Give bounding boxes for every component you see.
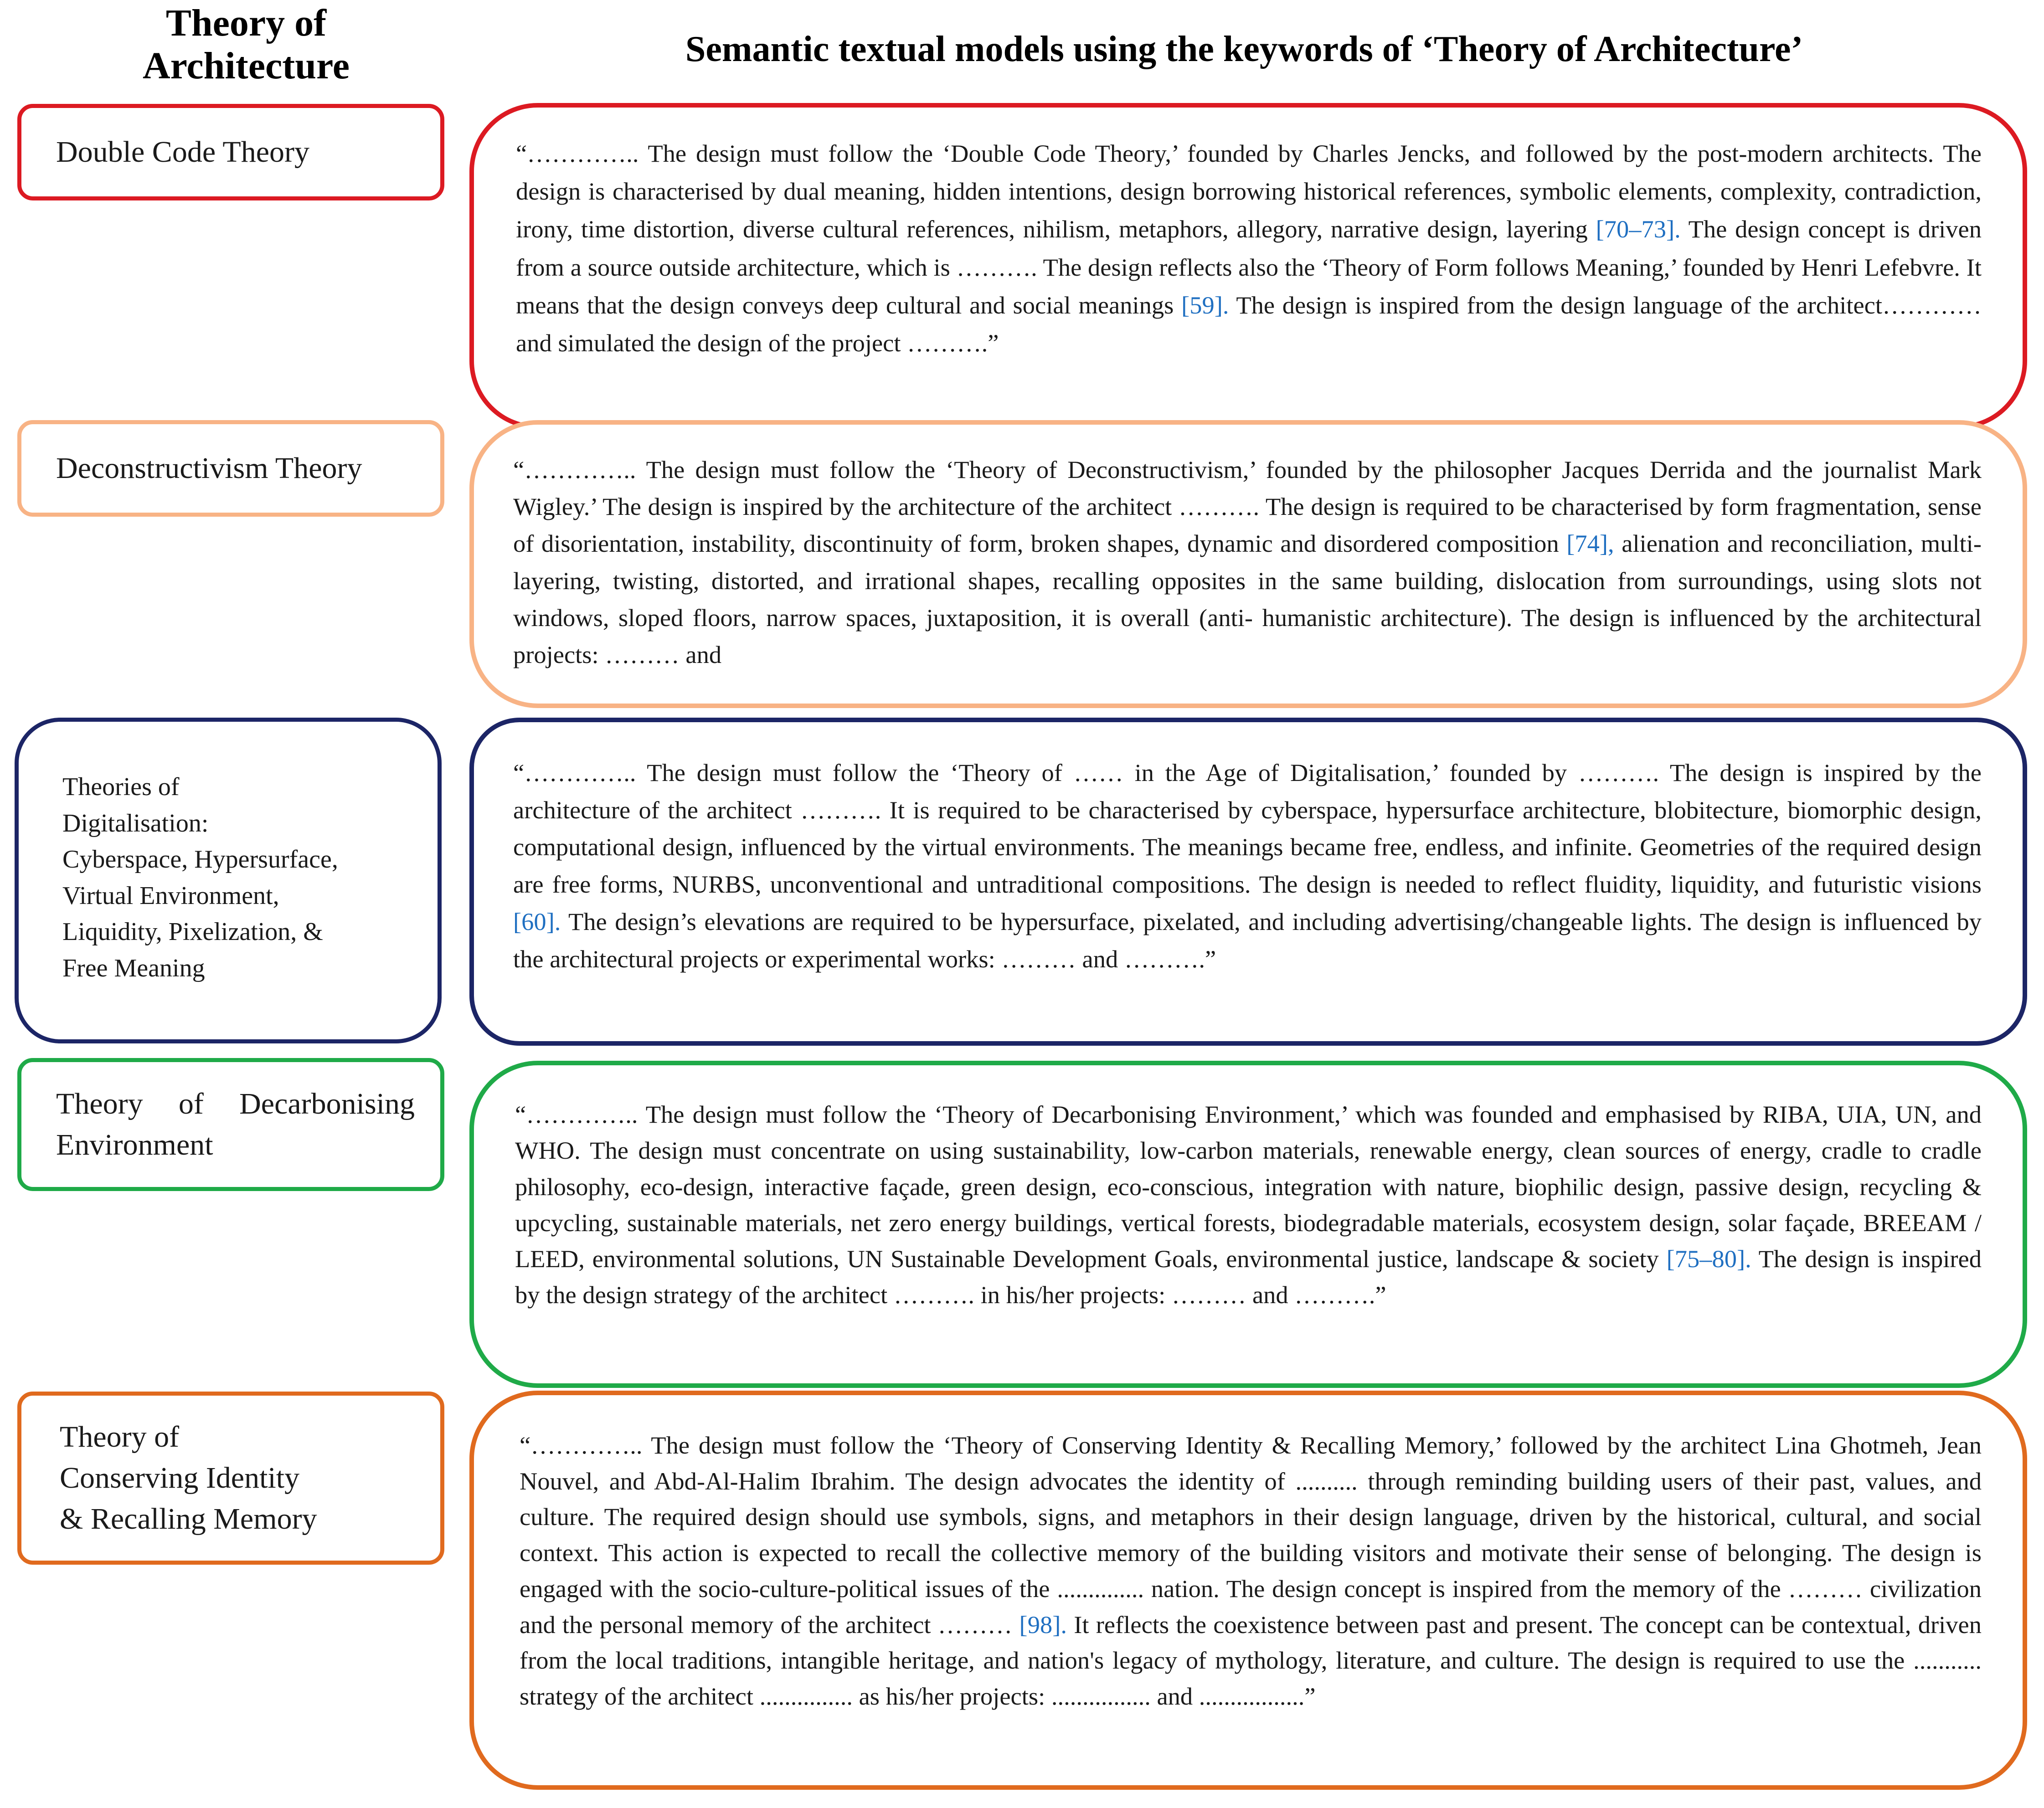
paragraph-text: “………….. The design must follow the ‘Theory of Deconstructivism,’ founded by the philosopher Jacques Derrida and the journalist Mark Wigley.’ The design is inspired by the architecture of the architect ………. The design is required to be characterised by form fragmentation, sense of disorientation, instability, discontinuity of form, broken shapes, dynamic and disordered composition (513, 456, 1982, 558)
paragraph-text: The design’s elevations are required to be hypersurface, pixelated, and including advertising/changeable lights. The design is influenced by the architectural projects or experimental works: ……… and ……….” (513, 907, 1982, 973)
theory-box-conserving-identity (17, 1392, 444, 1565)
theory-box-digitalisation (15, 718, 442, 1043)
theory-label-line: Conserving Identity (60, 1461, 300, 1495)
paragraph-text: The design is inspired from the design language of the architect………… and simulated the design of the project ……….” (516, 291, 1982, 357)
theory-label-line: Digitalisation: (62, 809, 209, 837)
paragraph-text: “………….. The design must follow the ‘Theory of …… in the Age of Digitalisation,’ founded by ………. The design is inspired by the architecture of the architect ………. It is required to be characterised by cyberspace, hypersurface architecture, blobitecture, biomorphic design, computational design, influenced by the virtual environments. The meanings became free, endless, and infinite. Geometries of the required design are free forms, NURBS, unconventional and untraditional compositions. The design is needed to reflect fluidity, liquidity, and futuristic visions (513, 759, 1982, 899)
citation: [74], (1566, 529, 1614, 558)
paragraph-text: “………….. The design must follow the ‘Theory of Conserving Identity & Recalling Memory,’ followed by the architect Lina Ghotmeh, Jean Nouvel, and Abd-Al-Halim Ibrahim. The design advocates the identity of .......... through reminding building users of their past, values, and culture. The required design should use symbols, signs, and metaphors in their design language, driven by the historical, cultural, and social context. This action is expected to recall the collective memory of the building visitors and motivate their sense of belonging. The design is engaged with the socio-culture-political issues of the .............. nation. The design concept is inspired from the memory of the ……… civilization and the personal memory of the architect ……… (520, 1431, 1982, 1638)
theory-label-conserving-identity (60, 1417, 422, 1539)
paragraph-text: “………….. The design must follow the ‘Theory of Decarbonising Environment,’ which was founded and emphasised by RIBA, UIA, UN, and WHO. The design must concentrate on using sustainability, low-carbon materials, renewable energy, clean sources of energy, cradle to cradle philosophy, eco-design, interactive façade, green design, eco-conscious, integration with nature, biophilic design, passive design, recycling & upcycling, sustainable materials, net zero energy buildings, vertical forests, biodegradable materials, ecosystem design, solar façade, BREEAM / LEED, environmental solutions, UN Sustainable Development Goals, environmental justice, landscape & society (515, 1100, 1982, 1273)
paragraph-deconstructivism (513, 451, 1982, 673)
paragraph-text: The design concept is driven from a source outside architecture, which is ………. The design reflects also the ‘Theory of Form follows Meaning,’ founded by Henri Lefebvre. It means that the design conveys deep cultural and social meanings (516, 215, 1982, 319)
right-column-header: Semantic textual models using the keywords of ‘Theory of Architecture’ (685, 29, 1803, 69)
paragraph-text: “………….. The design must follow the ‘Double Code Theory,’ founded by Charles Jencks, and followed by the post-modern architects. The design is characterised by dual meaning, hidden intentions, design borrowing historical references, symbolic elements, complexity, contradiction, irony, time distortion, diverse cultural references, nihilism, metaphors, allegory, narrative design, layering (516, 139, 1982, 243)
theory-label-digitalisation (62, 769, 424, 986)
paragraph-double-code (516, 134, 1982, 362)
theory-label-line: Virtual Environment, (62, 881, 279, 910)
theory-label-line: Theories of (62, 773, 180, 801)
paragraph-conserving-identity (520, 1428, 1982, 1715)
left-column-header: Theory of Architecture (142, 2, 350, 87)
paragraph-digitalisation (513, 754, 1982, 977)
theory-label-line: Free Meaning (62, 954, 205, 982)
theory-box-double-code (17, 104, 444, 200)
paragraph-text: The design is inspired by the design strategy of the architect ………. in his/her projects: ……… and ……….” (515, 1245, 1982, 1309)
theory-label-line: Cyberspace, Hypersurface, (62, 845, 338, 874)
theory-label-line: & Recalling Memory (60, 1502, 317, 1536)
citation: [60]. (513, 907, 561, 935)
theory-label-double-code: Double Code Theory (56, 135, 310, 169)
theory-box-deconstructivism (17, 420, 444, 517)
citation: [98]. (1019, 1610, 1067, 1638)
citation: [70–73]. (1596, 215, 1681, 243)
citation: [59]. (1181, 291, 1229, 319)
theory-box-decarbonising (17, 1058, 444, 1191)
theory-label-deconstructivism: Deconstructivism Theory (56, 452, 362, 485)
paragraph-text: It reflects the coexistence between past and present. The concept can be contextual, driven from the local traditions, intangible heritage, and nation's legacy of mythology, literature, and culture. The design is required to use the ........... strategy of the architect ............... as his/her projects: ................ and .................” (520, 1610, 1982, 1710)
theory-label-line: Liquidity, Pixelization, & (62, 918, 323, 946)
theory-label-decarbonising: Theory of Decarbonising Environment (56, 1087, 415, 1161)
paragraph-decarbonising (515, 1096, 1982, 1313)
theory-label-line: Theory of (60, 1420, 180, 1454)
citation: [75–80]. (1666, 1245, 1751, 1273)
paragraph-text: alienation and reconciliation, multi-layering, twisting, distorted, and irrational shapes, recalling opposites in the same building, dislocation from surroundings, using slots not windows, sloped floors, narrow spaces, juxtaposition, it is overall (anti- humanistic architecture). The design is influenced by the architectural projects: ……… and (513, 529, 1982, 669)
